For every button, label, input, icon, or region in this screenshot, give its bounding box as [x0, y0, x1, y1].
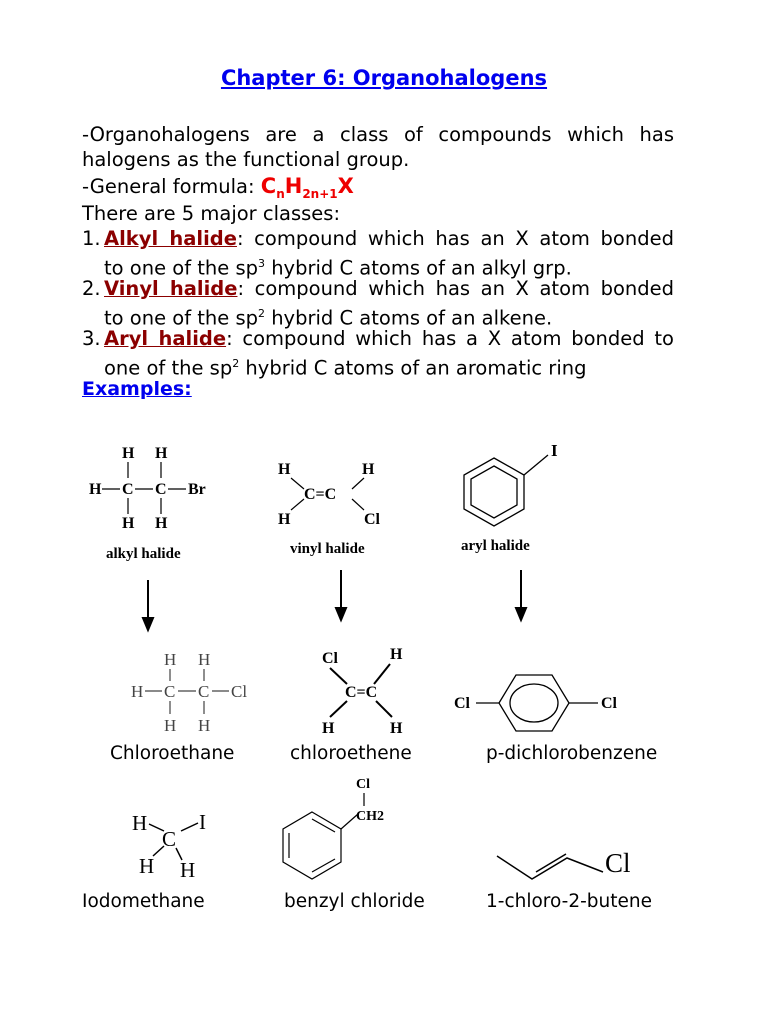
examples-heading: Examples: — [82, 378, 192, 400]
chloroethane-structure — [131, 650, 247, 735]
class-sup: 2 — [232, 357, 240, 370]
atom-i: I — [199, 810, 206, 834]
chloroethene-structure — [322, 646, 403, 737]
atom-cl: Cl — [601, 695, 617, 712]
class-number: 3. — [82, 327, 101, 350]
bond — [330, 668, 347, 684]
arrow-head-icon — [143, 618, 153, 630]
example-name: Iodomethane — [82, 891, 205, 912]
class-description: : compound which has an X atom bonded — [237, 277, 674, 300]
formula-prefix: -General formula: — [82, 175, 261, 198]
aryl-halide-structure — [461, 441, 558, 554]
page-title: Chapter 6: Organohalogens — [220, 66, 548, 90]
atom-h: H — [278, 461, 291, 478]
atom-h: H — [390, 646, 403, 663]
class-line2-text: to one of the sp — [104, 256, 258, 280]
example-name: p-dichlorobenzene — [486, 743, 658, 764]
atom-cl: Cl — [454, 695, 470, 712]
atom-h: H — [180, 858, 196, 882]
atom-h: H — [131, 682, 144, 701]
class-line2-text: hybrid C atoms of an alkene. — [265, 306, 553, 330]
alkyl-halide-label: alkyl halide — [106, 546, 181, 562]
atom-h: H — [155, 515, 168, 532]
bond — [376, 701, 392, 717]
formula-n: n — [276, 187, 285, 202]
example-name: 1-chloro-2-butene — [486, 891, 652, 912]
arrow-head-icon — [516, 608, 526, 620]
atom-c: C — [155, 481, 167, 498]
atom-h: H — [198, 650, 211, 669]
bond — [330, 701, 347, 717]
iodomethane-structure — [132, 810, 206, 882]
formula-c: C — [260, 174, 277, 198]
atom-c: C — [162, 827, 177, 851]
atom-h: H — [362, 461, 375, 478]
double-bond-cc: C=C — [304, 486, 337, 503]
inner-bond — [312, 819, 335, 832]
atom-c: C — [164, 682, 176, 701]
formula-h: H — [284, 174, 303, 198]
atom-h: H — [122, 515, 135, 532]
atom-i: I — [551, 441, 558, 460]
benzene-ring — [283, 812, 341, 879]
bond — [352, 499, 364, 510]
atom-h: H — [132, 811, 148, 835]
class-name: Vinyl halide — [104, 277, 238, 300]
bond — [352, 478, 364, 489]
double-bond-cc: C=C — [345, 684, 378, 701]
p-dichlorobenzene-structure — [454, 675, 618, 731]
aromatic-circle — [510, 684, 558, 722]
class-sup: 2 — [258, 307, 265, 320]
class-line2-text: to one of the sp — [104, 306, 258, 330]
ch2-group: CH2 — [356, 809, 384, 824]
bond — [291, 478, 304, 489]
atom-cl: Cl — [605, 848, 631, 878]
classes-intro: There are 5 major classes: — [82, 202, 341, 225]
class-description: : compound which has an X atom bonded — [236, 227, 674, 250]
atom-h: H — [198, 716, 211, 735]
class-number: 2. — [82, 277, 101, 300]
bond — [181, 823, 198, 831]
class-name: Alkyl halide — [104, 227, 237, 250]
example-name: chloroethene — [290, 743, 412, 764]
vinyl-halide-label: vinyl halide — [290, 541, 365, 557]
example-name: Chloroethane — [110, 743, 235, 764]
atom-br: Br — [188, 481, 206, 498]
bond — [153, 846, 164, 856]
atom-c: C — [198, 682, 210, 701]
atom-cl: Cl — [356, 777, 370, 792]
atom-h: H — [278, 511, 291, 528]
atom-h: H — [164, 716, 177, 735]
class-description: : compound which has a X atom bonded to — [226, 327, 674, 350]
carbon-chain — [497, 856, 603, 879]
formula-subscript: 2n+1 — [302, 187, 338, 202]
atom-c: C — [122, 481, 134, 498]
formula-x: X — [337, 174, 354, 198]
inner-bond — [312, 859, 335, 872]
bond — [291, 499, 304, 510]
arrows — [143, 570, 526, 630]
atom-h: H — [122, 445, 135, 462]
atom-h: H — [139, 854, 155, 878]
aryl-halide-label: aryl halide — [461, 538, 530, 554]
class-line2-text: hybrid C atoms of an alkyl grp. — [265, 256, 572, 280]
benzene-ring — [464, 458, 524, 526]
class-line2-text: hybrid C atoms of an aromatic ring — [239, 356, 587, 380]
double-bond-line — [536, 854, 566, 872]
class-line2-text: one of the sp — [104, 356, 233, 380]
bond — [524, 455, 548, 475]
atom-h: H — [322, 720, 335, 737]
atom-h: H — [164, 650, 177, 669]
atom-cl: Cl — [322, 650, 338, 667]
atom-h: H — [390, 720, 403, 737]
intro-line-1: -Organohalogens are a class of compounds which has — [82, 123, 674, 146]
class-sup: 3 — [258, 257, 265, 270]
atom-h: H — [155, 445, 168, 462]
chlorobutene-structure — [497, 848, 631, 879]
class-number: 1. — [82, 227, 101, 250]
benzyl-chloride-structure — [283, 777, 384, 879]
class-name: Aryl halide — [104, 327, 227, 350]
bond — [374, 664, 390, 684]
benzene-inner-ring — [471, 466, 517, 518]
example-name: benzyl chloride — [284, 891, 425, 912]
atom-cl: Cl — [231, 682, 248, 701]
atom-cl: Cl — [364, 511, 380, 528]
intro-line-2: halogens as the functional group. — [82, 148, 410, 171]
vinyl-halide-structure — [278, 461, 381, 557]
alkyl-halide-structure — [89, 445, 206, 562]
atom-h: H — [89, 481, 102, 498]
arrow-head-icon — [336, 608, 346, 620]
